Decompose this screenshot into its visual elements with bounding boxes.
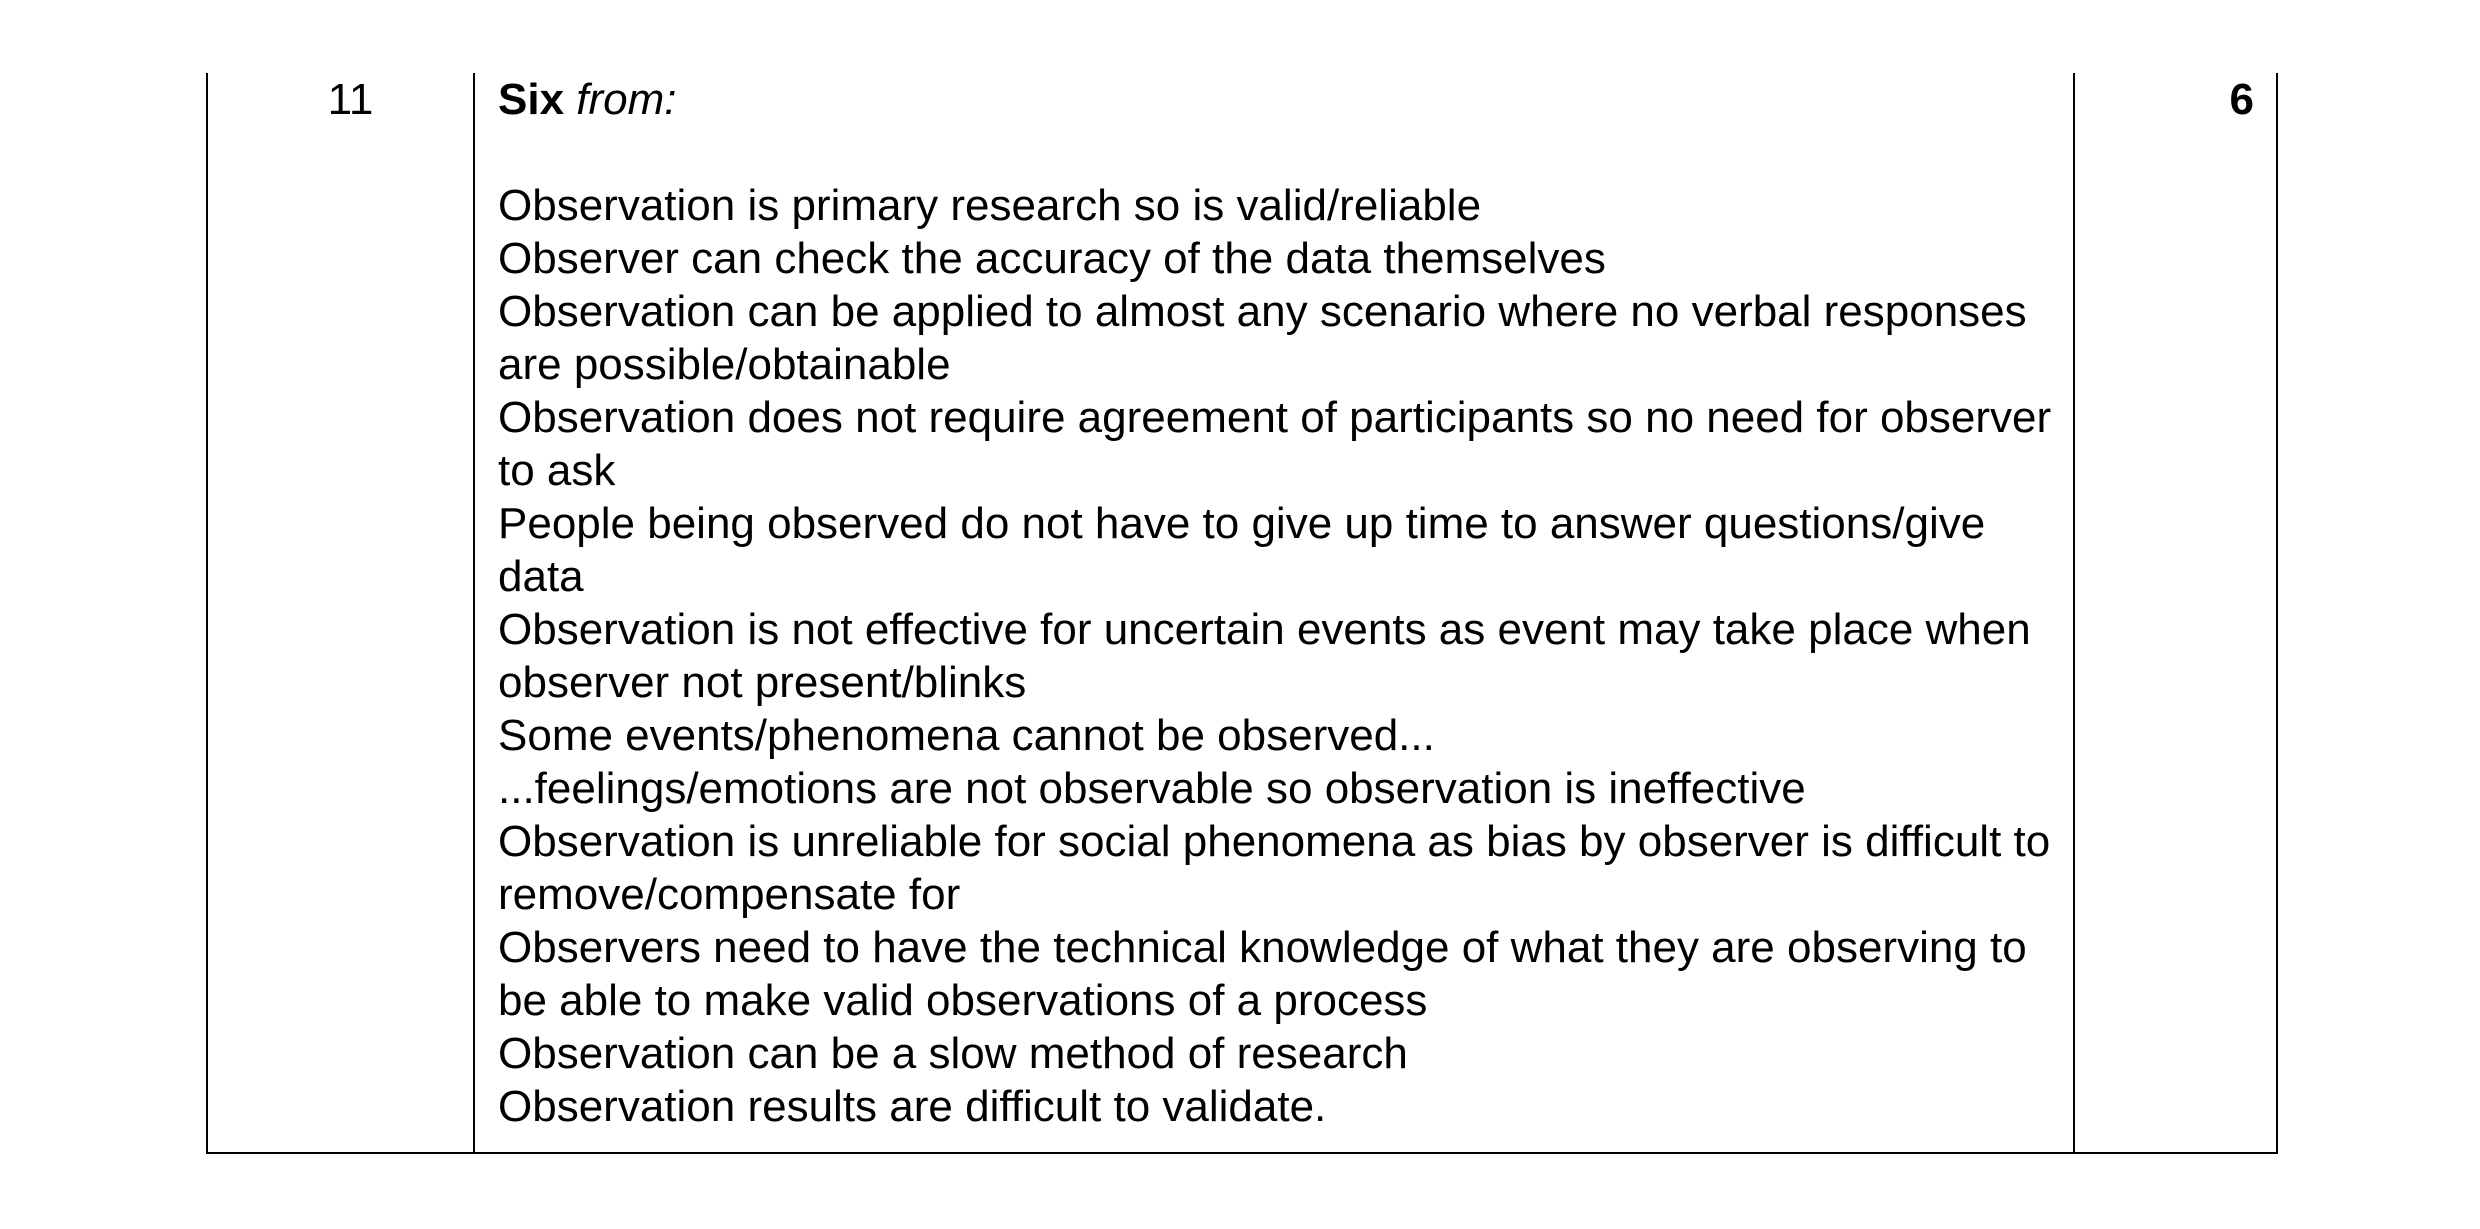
answer-point: Observation does not require agreement of participants so no need for observer to ask	[498, 393, 2052, 495]
answer-point: Some events/phenomena cannot be observed...	[498, 711, 1435, 760]
marks-value: 6	[2229, 75, 2254, 124]
question-number: 11	[327, 75, 374, 124]
answer-point: People being observed do not have to give up time to answer questions/give data	[498, 499, 1986, 601]
column-divider	[473, 73, 475, 1152]
answer-point: Observation is unreliable for social phenomena as bias by observer is difficult to remove/compensate for	[498, 817, 2051, 919]
answer-heading	[498, 73, 2058, 126]
column-divider	[2073, 73, 2075, 1152]
spacer	[498, 126, 2058, 179]
answer-point: Observers need to have the technical knowledge of what they are observing to be able to make valid observations of a process	[498, 923, 2027, 1025]
mark-scheme-table	[206, 73, 2278, 1154]
answer-cell	[498, 73, 2058, 1133]
answer-heading-count: Six	[498, 75, 565, 124]
answer-point: Observation can be a slow method of research	[498, 1029, 1408, 1078]
answer-point: Observer can check the accuracy of the data themselves	[498, 234, 1606, 283]
answer-point: Observation results are difficult to validate.	[498, 1082, 1327, 1131]
answer-point: Observation is primary research so is valid/reliable	[498, 181, 1482, 230]
answer-point: Observation can be applied to almost any scenario where no verbal responses are possible/obtainable	[498, 287, 2027, 389]
answer-point: ...feelings/emotions are not observable so observation is ineffective	[498, 764, 1806, 813]
answer-heading-from: from:	[576, 75, 677, 124]
answer-list	[498, 179, 2058, 1133]
answer-point: Observation is not effective for uncertain events as event may take place when observer not present/blinks	[498, 605, 2031, 707]
